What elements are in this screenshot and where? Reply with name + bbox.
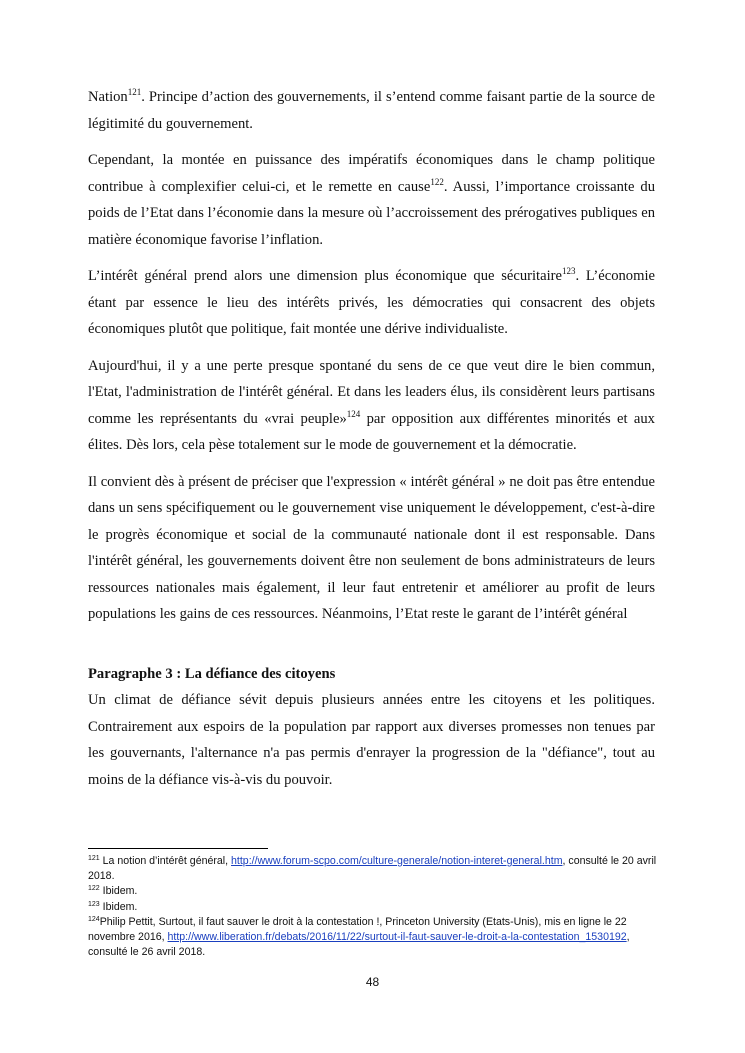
paragraph-1: Nation$^{121}$. Principe d’action des gouvernements, il s’entend comme faisant partie de la source de légitimité du gouvernement. [88,87,655,132]
section-paragraph: Un climat de défiance sévit depuis plusieurs années entre les citoyens et les politiques. Contrairement aux espoirs de la population par rapport aux diverses promesses non tenues par les gouvernants, l'alternance n'a pas permis d'enrayer la progression de la "défiance", tout au moins de la défiance vis-à-vis du pouvoir. [88,692,655,788]
footnote-122: $^{122}$ Ibidem. [88,885,138,898]
footnote-123: $^{123}$ Ibidem. [88,900,138,913]
body-text [88,84,655,793]
section-heading: Paragraphe 3 : La défiance des citoyens [88,665,336,682]
footnote-ref-122[interactable]: 122 [430,176,444,187]
paragraph-4: Aujourd'hui, il y a une perte presque spontané du sens de ce que veut dire le bien commun, l'Etat, l'administration de l'intérêt général. Et dans les leaders élus, ils considèrent leurs partisans comme les représentants du «vrai peuple»$^{124}$ par opposition aux différentes minorités et aux élites. Dès lors, cela pèse totalement sur le mode de gouvernement et la démocratie. [88,357,655,453]
footnote-121-link[interactable]: http://www.forum-scpo.com/culture-generale/notion-interet-general.htm [231,855,563,867]
paragraph-5: Il convient dès à présent de préciser que l'expression « intérêt général » ne doit pas être entendue dans un sens spécifiquement ou le gouvernement vise uniquement le développement, c'est-à-dire le progrès économique et social de la communauté nationale dont il est responsable. Dans l'intérêt général, les gouvernements doivent être non seulement de bons administrateurs de leurs ressources nationales mais également, il leur faut entretenir et améliorer au profit de leurs populations les gains de ces ressources. Néanmoins, l’Etat reste le garant de l’intérêt général [88,473,655,622]
footnote-121: $^{121}$ La notion d’intérêt général, http://www.forum-scpo.com/culture-generale/notion-interet-general.htm, consulté le 20 avril 2018. [88,855,657,883]
footnote-ref-123[interactable]: 123 [561,266,576,276]
paragraph-2: Cependant, la montée en puissance des impératifs économiques dans le champ politique contribue à complexifier celui-ci, et le remette en cause$^{122}$. Aussi, l’importance croissante du poids de l’Etat dans l’économie dans la mesure où l’accroissement des prérogatives publiques en matière économique favorise l’inflation. [88,152,655,248]
footnotes [88,854,663,960]
footnote-124-link[interactable]: http://www.liberation.fr/debats/2016/11/22/surtout-il-faut-sauver-le-droit-a-la-contestation_1530192 [167,931,627,944]
footnote-124: $^{124}$Philip Pettit, Surtout, il faut sauver le droit à la contestation !, Princeton University (Etats-Unis), mis en ligne le 22 novembre 2016, http://www.liberation.fr/debats/2016/11/22/surtout-il-faut-sauver-le-droit-a-la-contestation_1530192, consulté le 26 avril 2018. [88,915,630,959]
page-number: 48 [365,975,380,989]
footnote-separator [88,848,268,849]
paragraph-3: L’intérêt général prend alors une dimension plus économique que sécuritaire$^{123}$. L’économie étant par essence le lieu des intérêts privés, les démocraties qui consacrent des objets économiques plutôt que politique, fait montée une dérive individualiste. [88,266,655,337]
footnote-ref-124[interactable]: 124 [346,408,361,419]
footnote-ref-121[interactable]: 121 [127,87,142,97]
